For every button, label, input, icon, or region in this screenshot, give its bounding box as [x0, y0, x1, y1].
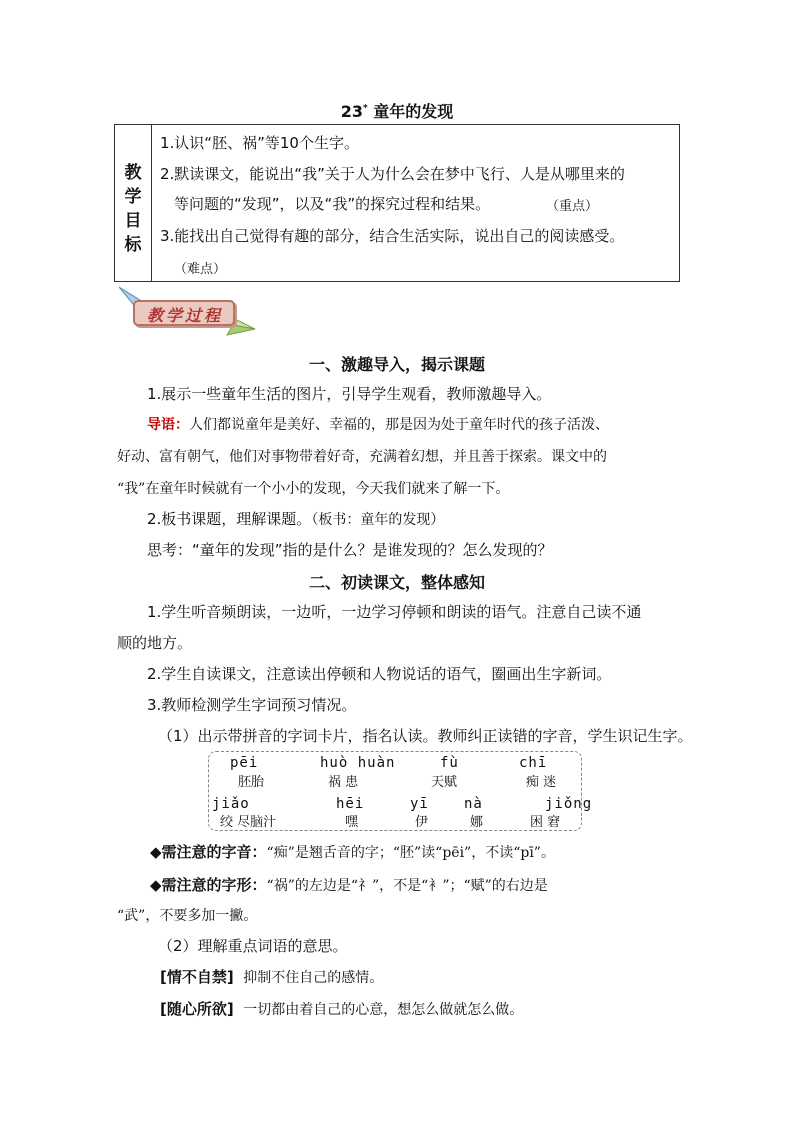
section-heading: 二、初读课文，整体感知 — [308, 573, 485, 592]
pinyin: huò huàn — [320, 755, 396, 771]
vocab-word: 嘿 — [345, 815, 359, 830]
vocab-term: [情不自禁] — [160, 968, 234, 986]
pinyin: nà — [464, 796, 483, 812]
pinyin: fù — [440, 755, 459, 771]
lesson-star: * — [362, 103, 368, 114]
board-note: （板书：童年的发现） — [311, 512, 445, 528]
pinyin: chī — [519, 755, 548, 771]
vocab-definition — [160, 966, 383, 987]
objective-note: （重点） — [546, 199, 599, 214]
vocab-word: 伊 — [415, 815, 429, 830]
vocab-term: [随心所欲] — [160, 1000, 234, 1018]
vocab-word: 胚胎 — [238, 775, 265, 790]
pronunciation-note — [150, 841, 555, 862]
paragraph: 1.展示一些童年生活的图片，引导学生观看，教师激趣导入。 — [147, 385, 552, 403]
paragraph: 2.学生自读课文，注意读出停顿和人物说话的语气，圈画出生字新词。 — [147, 665, 612, 683]
note-text: “武”，不要多加一撇。 — [117, 908, 258, 924]
note-label: ◆需注意的字形： — [150, 876, 267, 894]
vocab-word: 困 窘 — [530, 815, 561, 830]
pinyin: yī — [410, 796, 429, 812]
glyph-note — [150, 874, 548, 895]
objectives-label-char: 教 — [124, 163, 142, 183]
pinyin: hēi — [336, 796, 365, 812]
pinyin: jiǒng — [545, 796, 593, 812]
objective-note: （难点） — [174, 262, 227, 277]
objective-item: 2.默读课文，能说出“我”关于人为什么会在梦中飞行、人是从哪里来的 — [160, 165, 625, 183]
lesson-number: 23 — [340, 102, 363, 121]
paragraph-text: 2.板书课题，理解课题。 — [147, 510, 312, 528]
paragraph — [147, 508, 444, 529]
vocab-word: 绞 尽脑汁 — [220, 815, 277, 830]
paragraph: 顺的地方。 — [117, 634, 193, 652]
lesson-name: 童年的发现 — [373, 102, 454, 121]
objectives-label-char: 标 — [124, 235, 142, 255]
intro-label: 导语： — [147, 417, 189, 433]
paragraph: 1.学生听音频朗读，一边听，一边学习停顿和朗读的语气。注意自己读不通 — [147, 603, 642, 621]
objectives-label-char: 目 — [124, 211, 142, 231]
note-text: “痴”是翘舌音的字；“胚”读“pēi”，不读“pī”。 — [266, 845, 555, 861]
vocab-word: 祸 患 — [328, 775, 359, 790]
intro-text: “我”在童年时候就有一个小小的发现，今天我们就来了解一下。 — [117, 481, 510, 497]
vocab-word: 娜 — [470, 815, 484, 830]
section-heading: 一、激趣导入，揭示课题 — [308, 355, 485, 374]
objective-item: 3.能找出自己觉得有趣的部分，结合生活实际，说出自己的阅读感受。 — [160, 227, 625, 245]
note-label: ◆需注意的字音： — [150, 843, 267, 861]
process-banner-text: 教学过程 — [146, 306, 223, 325]
pinyin: jiǎo — [212, 796, 250, 812]
think-question: 思考：“童年的发现”指的是什么？是谁发现的？怎么发现的？ — [147, 541, 553, 559]
note-text: “祸”的左边是“礻”，不是“衤”；“赋”的右边是 — [266, 878, 548, 894]
vocab-word: 痴 迷 — [526, 775, 557, 790]
objective-item: 1.认识“胚、祸”等10个生字。 — [160, 134, 359, 152]
lesson-title — [0, 99, 794, 122]
objectives-label-char: 学 — [124, 187, 142, 207]
intro-text: 好动、富有朝气，他们对事物带着好奇，充满着幻想，并且善于探索。课文中的 — [117, 449, 607, 465]
paragraph: 3.教师检测学生字词预习情况。 — [147, 696, 357, 714]
pinyin: pēi — [230, 755, 259, 771]
objectives-label-cell — [114, 124, 152, 282]
objective-item: 等问题的“发现”，以及“我”的探究过程和结果。 — [174, 195, 491, 213]
intro-paragraph — [147, 414, 609, 434]
paragraph: （1）出示带拼音的字词卡片，指名认读。教师纠正读错的字音，学生识记生字。 — [158, 727, 693, 745]
vocab-def: 抑制不住自己的感情。 — [243, 970, 384, 986]
vocab-word: 天赋 — [431, 775, 458, 790]
paragraph: （2）理解重点词语的意思。 — [158, 937, 348, 955]
vocab-definition — [160, 998, 523, 1019]
intro-text: 人们都说童年是美好、幸福的，那是因为处于童年时代的孩子活泼、 — [189, 417, 609, 433]
vocab-def: 一切都由着自己的心意，想怎么做就怎么做。 — [243, 1002, 524, 1018]
